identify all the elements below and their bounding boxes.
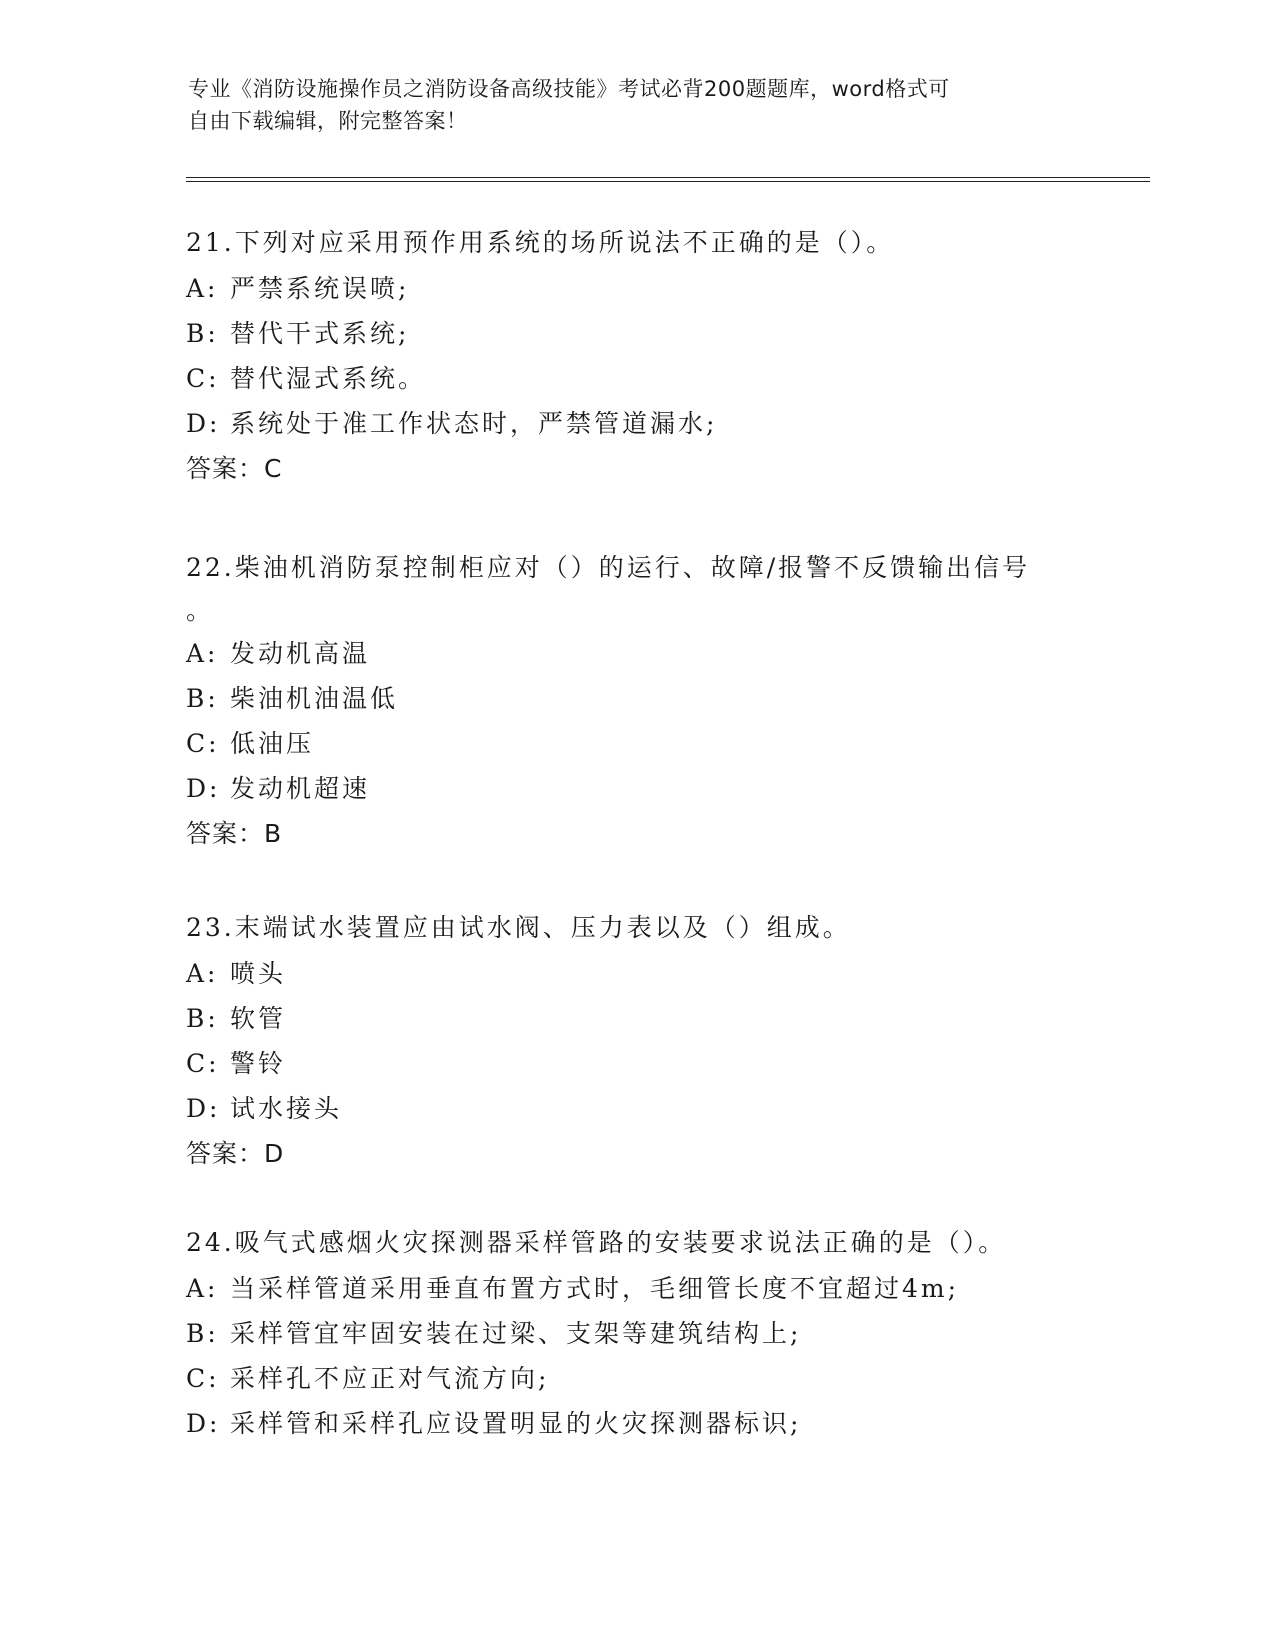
answer-label: 答案：B xyxy=(186,819,283,848)
question-23 xyxy=(186,905,1106,1176)
option-d: D: 采样管和采样孔应设置明显的火灾探测器标识; xyxy=(186,1409,802,1438)
document-header xyxy=(188,73,1088,137)
header-divider-bottom xyxy=(186,181,1150,182)
option-b: B: 替代干式系统; xyxy=(186,319,410,348)
option-b: B: 软管 xyxy=(186,1004,287,1033)
question-stem-tail: 。 xyxy=(186,596,215,625)
answer-label: 答案：C xyxy=(186,454,283,483)
header-line-2: 自由下载编辑，附完整答案！ xyxy=(188,109,468,133)
option-a: A: 当采样管道采用垂直布置方式时，毛细管长度不宜超过4m; xyxy=(186,1274,960,1303)
question-22 xyxy=(186,545,1106,856)
option-a: A: 喷头 xyxy=(186,959,287,988)
option-d: D: 试水接头 xyxy=(186,1094,343,1123)
header-line-1: 专业《消防设施操作员之消防设备高级技能》考试必背200题题库，word格式可 xyxy=(188,77,950,101)
header-divider-top xyxy=(186,177,1150,178)
option-d: D: 系统处于准工作状态时，严禁管道漏水; xyxy=(186,409,718,438)
option-b: B: 柴油机油温低 xyxy=(186,684,399,713)
question-stem: 24.吸气式感烟火灾探测器采样管路的安装要求说法正确的是（）。 xyxy=(186,1228,1007,1257)
option-a: A: 严禁系统误喷; xyxy=(186,274,410,303)
option-a: A: 发动机高温 xyxy=(186,639,371,668)
question-stem: 23.末端试水装置应由试水阀、压力表以及（）组成。 xyxy=(186,913,851,942)
option-d: D: 发动机超速 xyxy=(186,774,371,803)
option-c: C: 采样孔不应正对气流方向; xyxy=(186,1364,550,1393)
option-b: B: 采样管宜牢固安装在过梁、支架等建筑结构上; xyxy=(186,1319,802,1348)
question-24 xyxy=(186,1220,1106,1446)
answer-label: 答案：D xyxy=(186,1139,285,1168)
question-stem: 22.柴油机消防泵控制柜应对（）的运行、故障/报警不反馈输出信号 xyxy=(186,553,1031,582)
option-c: C: 替代湿式系统。 xyxy=(186,364,427,393)
option-c: C: 警铃 xyxy=(186,1049,287,1078)
question-stem: 21.下列对应采用预作用系统的场所说法不正确的是（）。 xyxy=(186,228,895,257)
option-c: C: 低油压 xyxy=(186,729,315,758)
question-21 xyxy=(186,220,1106,491)
